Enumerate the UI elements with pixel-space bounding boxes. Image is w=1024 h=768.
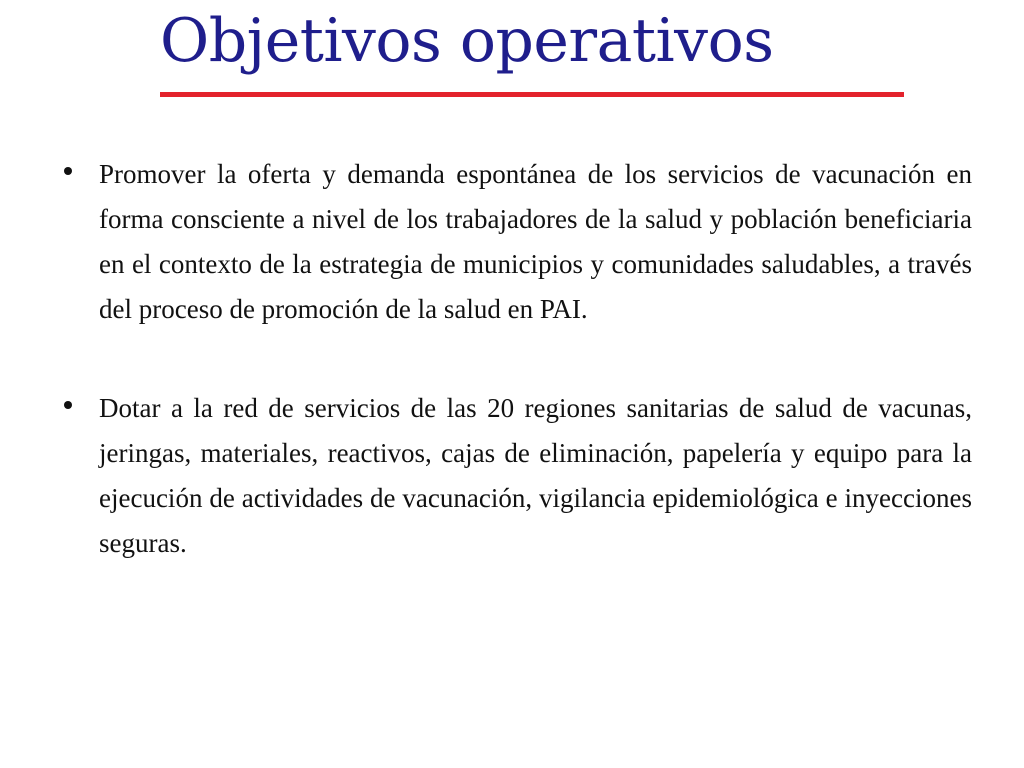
slide-title: Objetivos operativos [160, 6, 774, 76]
bullet-item-1 [60, 152, 972, 332]
bullet-text: Promover la oferta y demanda espontánea de los servicios de vacunación en forma consciente a nivel de los trabajadores de la salud y población beneficiaria en el contexto de la estrategia de municipios y comunidades saludables, a través del proceso de promoción de la salud en PAI. [99, 159, 972, 324]
bullet-dot-icon [64, 401, 72, 409]
bullet-list [60, 152, 972, 620]
bullet-item-2 [60, 386, 972, 566]
title-underline [160, 92, 904, 97]
bullet-text: Dotar a la red de servicios de las 20 regiones sanitarias de salud de vacunas, jeringas, materiales, reactivos, cajas de eliminación, papelería y equipo para la ejecución de actividades de vacunación, vigilancia epidemiológica e inyecciones seguras. [99, 393, 972, 558]
bullet-dot-icon [64, 167, 72, 175]
